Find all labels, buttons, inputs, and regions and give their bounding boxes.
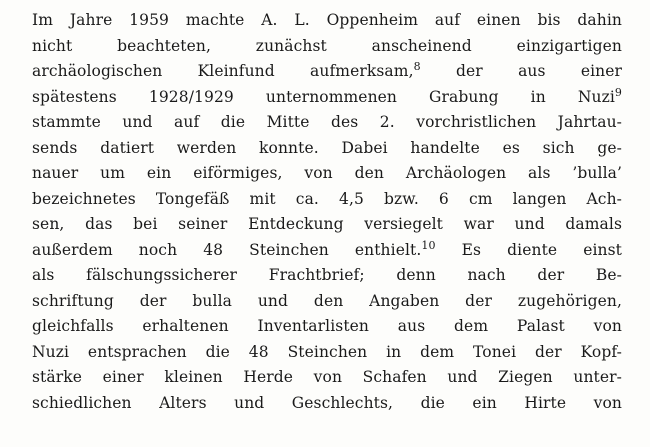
line-text: sen, das bei seiner Entdeckung versiegelt war und damals bbox=[32, 215, 622, 233]
line-text: schiedlichen Alters und Geschlechts, die ein Hirte von bbox=[32, 393, 622, 412]
text-line-5 bbox=[32, 110, 622, 136]
line-text: Nuzi entsprachen die 48 Steinchen in dem Tonei der Kopf- bbox=[32, 342, 622, 361]
text-line-15 bbox=[32, 365, 622, 391]
text-line-4 bbox=[32, 85, 622, 111]
text-line-6 bbox=[32, 136, 622, 162]
line-text: bezeichnetes Tongefäß mit ca. 4,5 bzw. 6 cm langen Ach- bbox=[32, 189, 622, 208]
text-line-8 bbox=[32, 187, 622, 213]
line-text-after-footnote: Es diente einst bbox=[435, 240, 622, 259]
text-line-2 bbox=[32, 34, 622, 60]
footnote-marker-10: 10 bbox=[421, 238, 436, 252]
text-line-11 bbox=[32, 263, 622, 289]
text-line-9 bbox=[32, 212, 622, 238]
line-text: archäologischen Kleinfund aufmerksam, bbox=[32, 62, 414, 80]
line-text: spätestens 1928/1929 unternommenen Grabung in Nuzi bbox=[32, 87, 615, 106]
text-line-3 bbox=[32, 59, 622, 85]
footnote-marker-8: 8 bbox=[413, 59, 421, 73]
line-text: außerdem noch 48 Steinchen enthielt. bbox=[32, 240, 422, 259]
line-text: stammte und auf die Mitte des 2. vorchristlichen Jahrtau- bbox=[32, 113, 622, 131]
text-line-1 bbox=[32, 8, 622, 34]
line-text: nicht beachteten, zunächst anscheinend einzigartigen bbox=[32, 36, 622, 55]
line-text: sends datiert werden konnte. Dabei handelte es sich ge- bbox=[32, 138, 622, 157]
text-line-7 bbox=[32, 161, 622, 187]
text-line-10 bbox=[32, 238, 622, 264]
body-paragraph bbox=[32, 8, 622, 416]
text-line-14 bbox=[32, 340, 622, 366]
line-text-after-footnote: der aus einer bbox=[420, 62, 623, 80]
line-text: schriftung der bulla und den Angaben der zugehörigen, bbox=[32, 291, 622, 310]
line-text: nauer um ein eiförmiges, von den Archäologen als ’bulla’ bbox=[32, 164, 622, 182]
line-text: als fälschungssicherer Frachtbrief; denn nach der Be- bbox=[32, 266, 622, 284]
line-text: gleichfalls erhaltenen Inventarlisten aus dem Palast von bbox=[32, 317, 622, 335]
line-text: stärke einer kleinen Herde von Schafen und Ziegen unter- bbox=[32, 368, 622, 386]
text-line-12 bbox=[32, 289, 622, 315]
text-line-13 bbox=[32, 314, 622, 340]
footnote-marker-9: 9 bbox=[614, 85, 622, 99]
text-line-16 bbox=[32, 391, 622, 417]
line-text: Im Jahre 1959 machte A. L. Oppenheim auf einen bis dahin bbox=[32, 11, 622, 29]
